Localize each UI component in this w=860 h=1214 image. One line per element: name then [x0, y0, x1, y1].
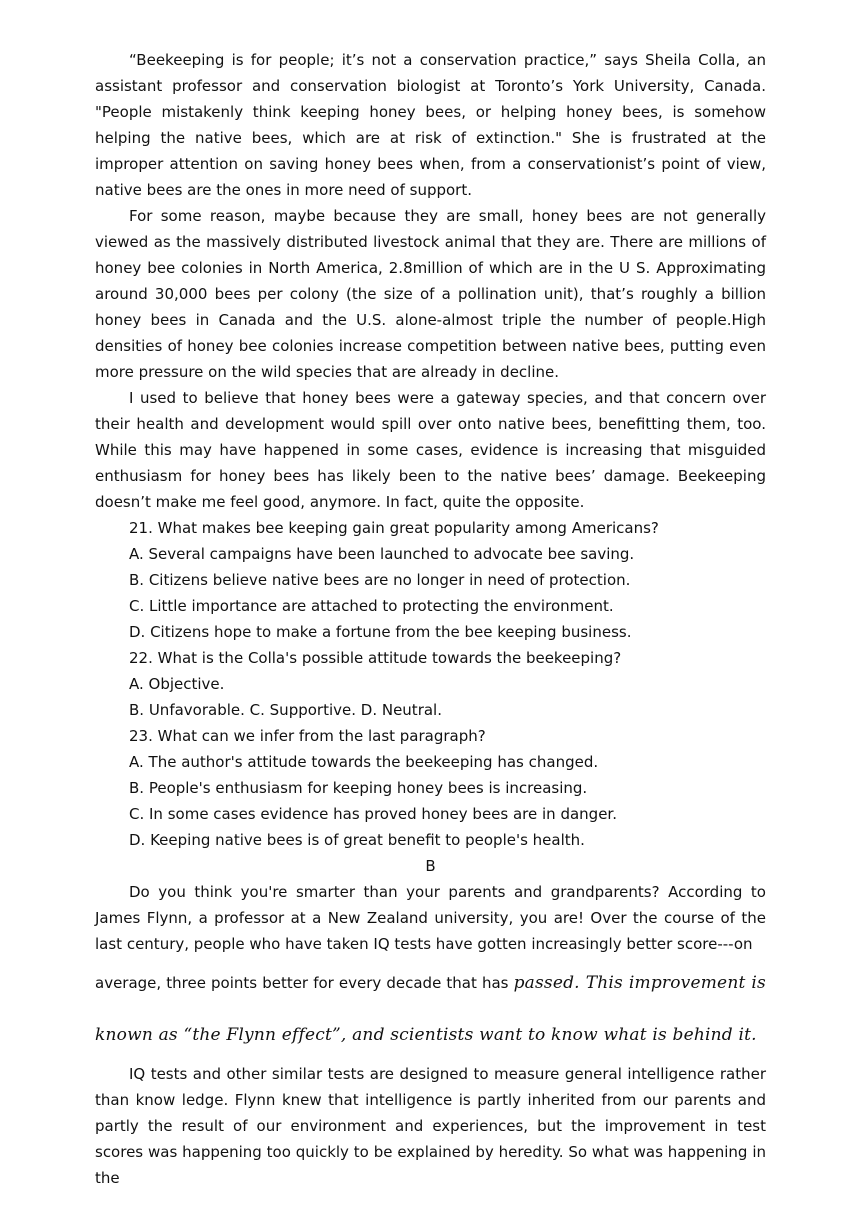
question-22-options-bcd: B. Unfavorable. C. Supportive. D. Neutral. — [129, 701, 442, 719]
passage-b-paragraph-2: IQ tests and other similar tests are designed to measure general intelligence rather than know ledge. Flynn knew that intelligence is partly inherited from our parents and partly the result of our environment and experiences, but the improvement in test scores was happening too quickly to be explained by heredity. So what was happening in the — [95, 1065, 766, 1187]
passage-a-paragraph-2: For some reason, maybe because they are small, honey bees are not generally viewed as the massively distributed livestock animal that they are. There are millions of honey bee colonies in North America, 2.8million of which are in the U S. Approximating around 30,000 bees per colony (the size of a pollination unit), that’s roughly a billion honey bees in Canada and the U.S. alone-almost triple the number of people.High densities of honey bee colonies increase competition between native bees, putting even more pressure on the wild species that are already in decline. — [95, 207, 766, 381]
question-21-stem: 21. What makes bee keeping gain great popularity among Americans? — [129, 519, 659, 537]
question-21-option-b: B. Citizens believe native bees are no longer in need of protection. — [129, 571, 631, 589]
question-22-option-a: A. Objective. — [129, 675, 225, 693]
passage-b-handwritten-2: known as “the Flynn effect”, and scientists want to know what is behind it. — [95, 1025, 757, 1045]
passage-b-mixed-line — [95, 957, 766, 1009]
question-23-option-b: B. People's enthusiasm for keeping honey bees is increasing. — [129, 779, 588, 797]
passage-a-paragraph-3: I used to believe that honey bees were a gateway species, and that concern over their health and development would spill over onto native bees, benefitting them, too. While this may have happened in some cases, evidence is increasing that misguided enthusiasm for honey bees has likely been to the native bees’ damage. Beekeeping doesn’t make me feel good, anymore. In fact, quite the opposite. — [95, 389, 766, 511]
passage-b-line-start: average, three points better for every decade that has — [95, 974, 509, 992]
question-23-stem: 23. What can we infer from the last paragraph? — [129, 727, 486, 745]
question-23-option-a: A. The author's attitude towards the beekeeping has changed. — [129, 753, 599, 771]
question-23-option-d: D. Keeping native bees is of great benefit to people's health. — [129, 831, 585, 849]
question-21-option-a: A. Several campaigns have been launched to advocate bee saving. — [129, 545, 635, 563]
question-21-option-d: D. Citizens hope to make a fortune from the bee keeping business. — [129, 623, 632, 641]
section-label: B — [425, 857, 436, 875]
passage-b-handwritten-line — [95, 1009, 766, 1061]
passage-a-paragraph-1: “Beekeeping is for people; it’s not a conservation practice,” says Sheila Colla, an assistant professor and conservation biologist at Toronto’s York University, Canada. "People mistakenly think keeping honey bees, or helping honey bees, is somehow helping the native bees, which are at risk of extinction." She is frustrated at the improper attention on saving honey bees when, from a conservationist’s point of view, native bees are the ones in more need of support. — [95, 51, 766, 199]
question-22-stem: 22. What is the Colla's possible attitude towards the beekeeping? — [129, 649, 622, 667]
document-page — [95, 47, 766, 1191]
passage-b-handwritten-1: passed. This improvement is — [513, 973, 766, 993]
question-21-option-c: C. Little importance are attached to protecting the environment. — [129, 597, 614, 615]
question-23-option-c: C. In some cases evidence has proved honey bees are in danger. — [129, 805, 617, 823]
passage-b-paragraph-1: Do you think you're smarter than your parents and grandparents? According to James Flynn, a professor at a New Zealand university, you are! Over the course of the last century, people who have taken IQ tests have gotten increasingly better score---on — [95, 883, 766, 953]
